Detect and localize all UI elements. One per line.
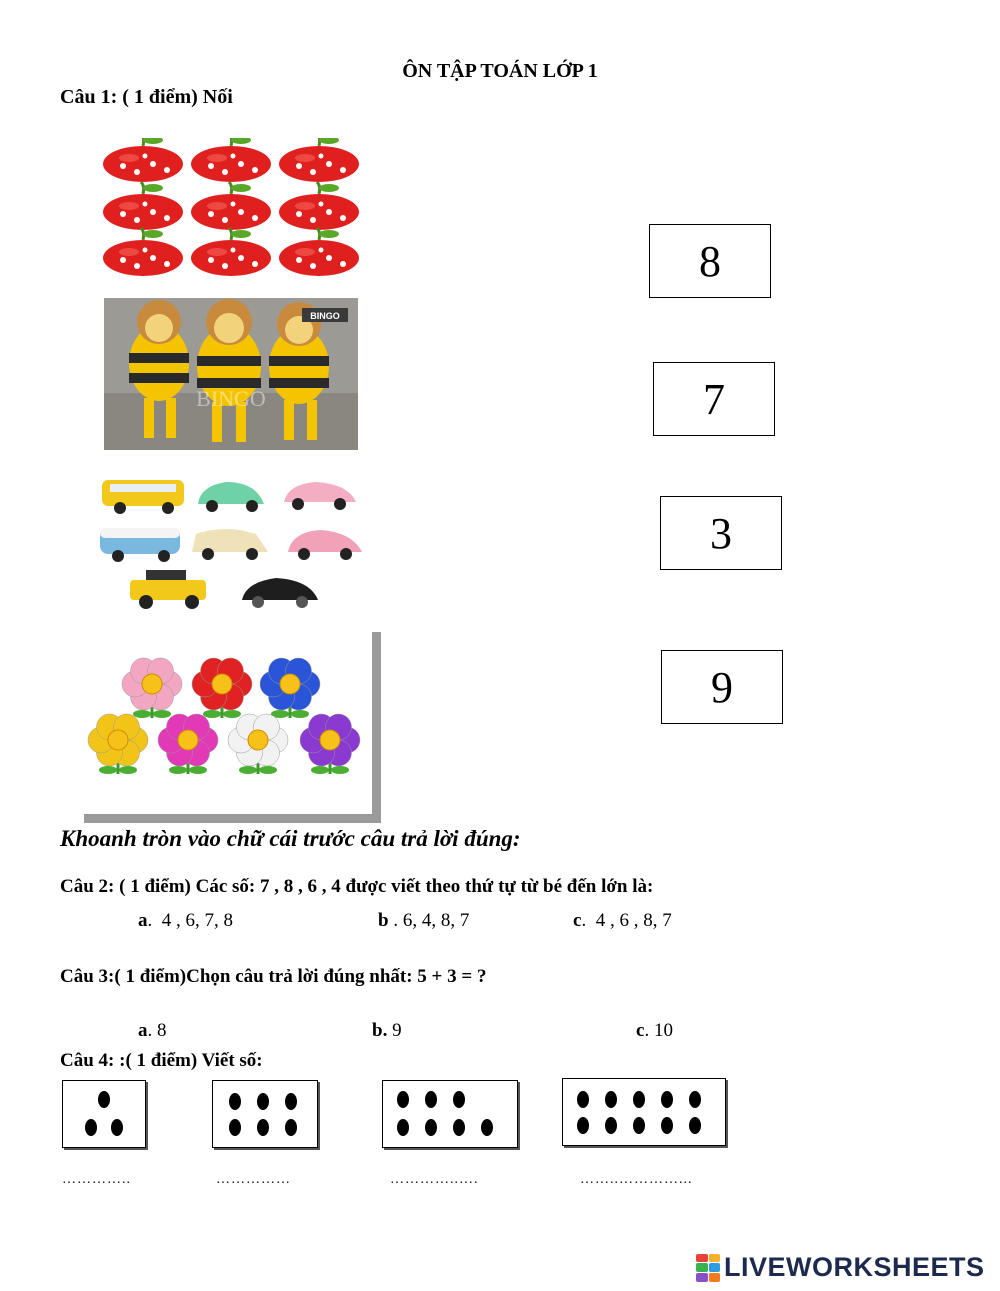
- liveworksheets-logo: [696, 1252, 985, 1283]
- logo-square: [709, 1263, 721, 1272]
- bees-image: [104, 298, 358, 450]
- option-text: 9: [387, 1020, 402, 1041]
- q3-option-b[interactable]: [372, 1020, 402, 1042]
- flower: [158, 714, 218, 774]
- q2-option-b[interactable]: [378, 910, 469, 932]
- apple: [103, 138, 183, 182]
- logo-square: [696, 1273, 708, 1282]
- flower: [228, 714, 288, 774]
- number-box-3[interactable]: [660, 496, 782, 570]
- question-2-label: Câu 2: ( 1 điểm) Các số: 7 , 8 , 6 , 4 được viết theo thứ tự từ bé đến lớn là:: [60, 876, 654, 897]
- number-box-value: 7: [703, 374, 725, 424]
- dot-box-6: [212, 1080, 318, 1148]
- question-3-label: Câu 3:( 1 điểm)Chọn câu trả lời đúng nhất: 5 + 3 = ?: [60, 966, 487, 987]
- apple: [279, 182, 359, 230]
- car-yellow-bus: [102, 480, 184, 514]
- car-pink-1: [284, 482, 356, 510]
- flower: [122, 658, 182, 718]
- flower: [300, 714, 360, 774]
- bingo-sign: BINGO: [310, 311, 340, 321]
- flowers-image: [80, 630, 386, 826]
- answer-blank-4[interactable]: ……..…………...: [580, 1172, 693, 1187]
- apple: [103, 228, 183, 276]
- question-1-label: Câu 1: ( 1 điểm) Nối: [60, 86, 233, 108]
- number-box-value: 3: [710, 508, 732, 558]
- option-letter: a: [138, 910, 148, 931]
- flower: [192, 658, 252, 718]
- answer-blank-2[interactable]: ……………: [216, 1172, 291, 1187]
- car-black: [242, 578, 318, 608]
- option-letter: c: [573, 910, 582, 931]
- option-separator: .: [581, 910, 587, 931]
- logo-square: [709, 1254, 721, 1263]
- number-box-9[interactable]: [661, 650, 783, 724]
- car-green: [198, 482, 264, 512]
- car-blue-van: [100, 528, 180, 562]
- option-letter: c: [636, 1020, 645, 1041]
- option-separator: .: [644, 1020, 650, 1041]
- instruction: Khoanh tròn vào chữ cái trước câu trả lời đúng:: [60, 826, 521, 851]
- car-cream: [192, 529, 268, 560]
- apple: [191, 182, 271, 230]
- option-text: 8: [152, 1020, 167, 1041]
- q2-option-a[interactable]: [138, 910, 233, 932]
- apple: [279, 138, 359, 182]
- q3-option-a[interactable]: [138, 1020, 167, 1042]
- flower: [260, 658, 320, 718]
- apple: [279, 228, 359, 276]
- logo-square: [696, 1254, 708, 1263]
- option-separator: .: [147, 1020, 153, 1041]
- car-yellow-jeep: [130, 570, 206, 609]
- option-letter: b: [378, 910, 389, 931]
- option-letter: a: [138, 1020, 148, 1041]
- option-separator: .: [147, 910, 153, 931]
- answer-blank-3[interactable]: …………..….: [390, 1172, 479, 1187]
- number-box-7[interactable]: [653, 362, 775, 436]
- dot-box-3: [62, 1080, 146, 1148]
- number-box-8[interactable]: [649, 224, 771, 298]
- question-4-label: Câu 4: :( 1 điểm) Viết số:: [60, 1050, 263, 1071]
- apple: [191, 228, 271, 276]
- page-title: ÔN TẬP TOÁN LỚP 1: [402, 60, 598, 82]
- logo-mark-icon: [696, 1254, 720, 1282]
- dot-box-7: [382, 1080, 518, 1148]
- apple: [103, 182, 183, 230]
- option-separator: .: [388, 910, 399, 931]
- q3-option-c[interactable]: [636, 1020, 673, 1042]
- number-box-value: 8: [699, 236, 721, 286]
- answer-blank-1[interactable]: …………..: [62, 1172, 131, 1187]
- option-text: 6, 4, 8, 7: [398, 910, 470, 931]
- option-letter: b.: [372, 1020, 388, 1041]
- number-box-value: 9: [711, 662, 733, 712]
- logo-square: [709, 1273, 721, 1282]
- q2-option-c[interactable]: [573, 910, 672, 932]
- dot-box-10: [562, 1078, 726, 1146]
- option-text: 4 , 6, 7, 8: [152, 910, 233, 931]
- apple: [191, 138, 271, 182]
- car-pink-2: [288, 530, 362, 560]
- cars-image: [96, 468, 368, 618]
- bingo-watermark: BINGO: [196, 386, 266, 411]
- apples-image: [100, 138, 365, 280]
- logo-text: LIVEWORKSHEETS: [724, 1252, 985, 1282]
- logo-square: [696, 1263, 708, 1272]
- option-text: 4 , 6 , 8, 7: [586, 910, 672, 931]
- flower: [88, 714, 148, 774]
- option-text: 10: [649, 1020, 673, 1041]
